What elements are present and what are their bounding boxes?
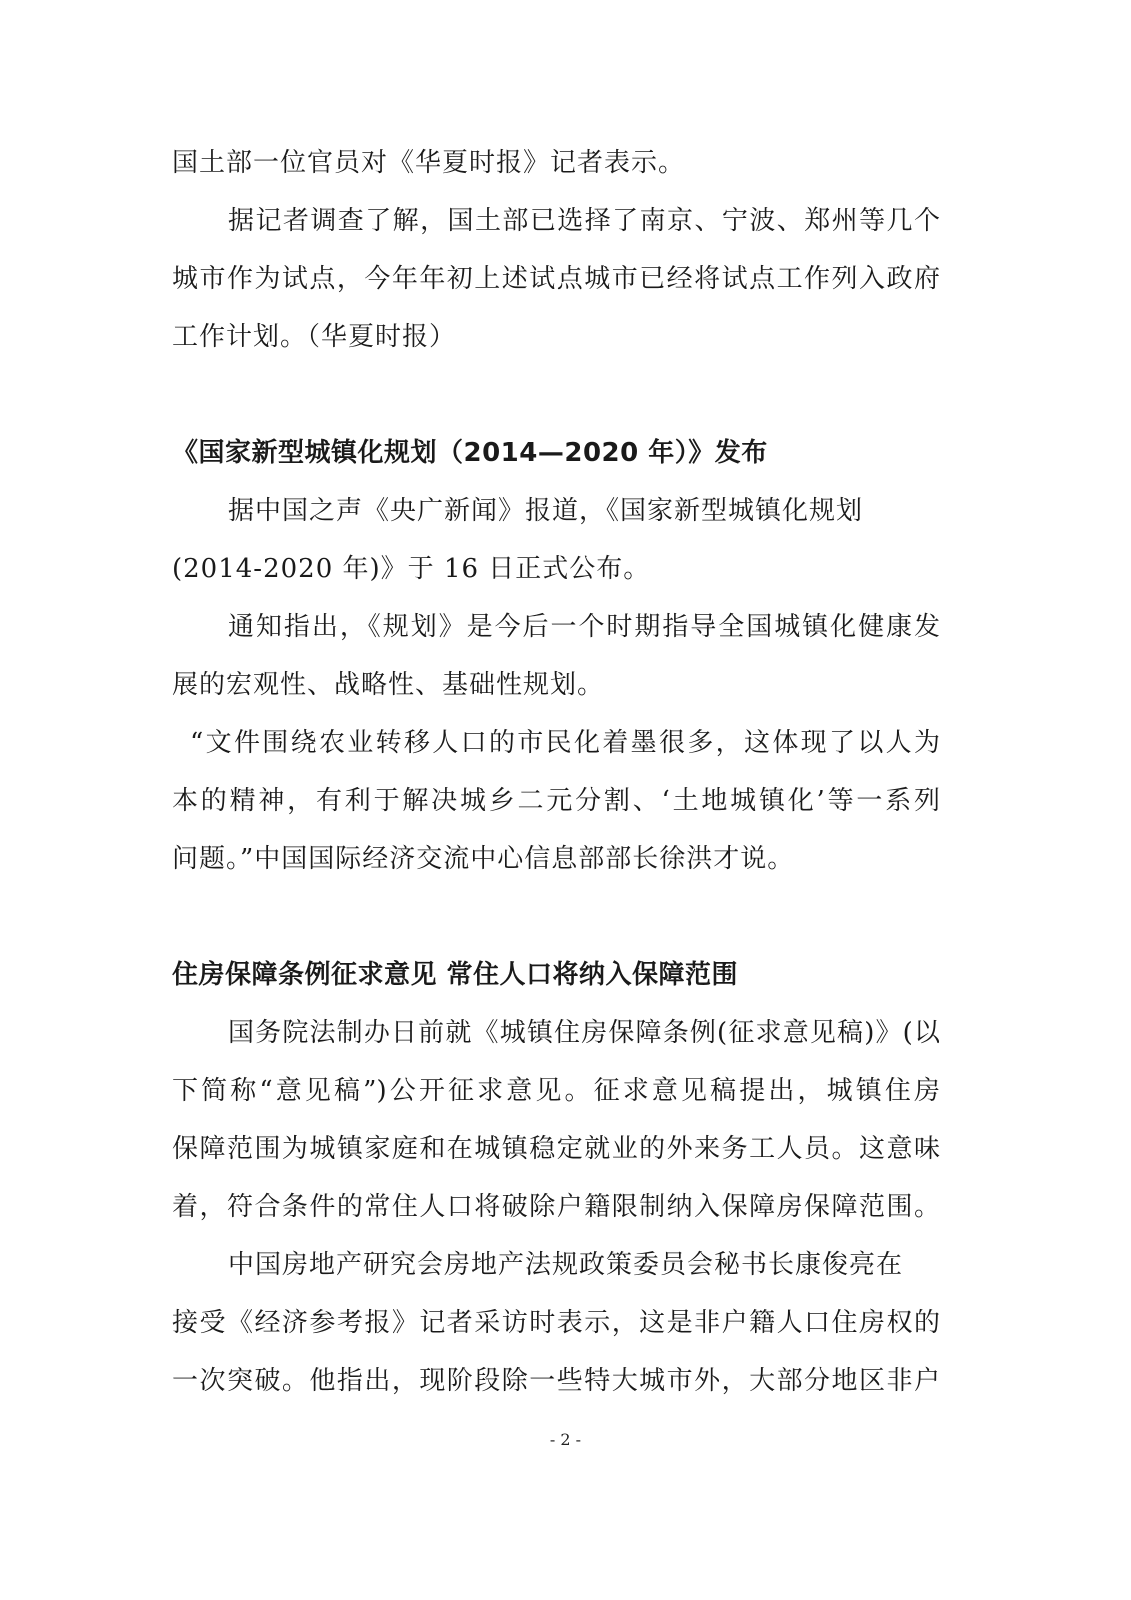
paragraph-line: (2014-2020 年)》于 16 日正式公布。 bbox=[172, 554, 651, 584]
paragraph-line: 展的宏观性、战略性、基础性规划。 bbox=[172, 670, 605, 700]
section-heading: 《国家新型城镇化规划（2014—2020 年）》发布 bbox=[172, 438, 768, 468]
paragraph-line: “文件围绕农业转移人口的市民化着墨很多，这体现了以人为 bbox=[190, 728, 940, 758]
blank-line bbox=[172, 888, 940, 946]
page-number: - 2 - bbox=[549, 1430, 582, 1449]
paragraph-line: 国务院法制办日前就《城镇住房保障条例(征求意见稿)》(以 bbox=[228, 1018, 940, 1048]
paragraph-line: 本的精神，有利于解决城乡二元分割、‘土地城镇化’等一系列 bbox=[172, 786, 940, 816]
text-column bbox=[172, 134, 940, 1410]
paragraph-line: 接受《经济参考报》记者采访时表示，这是非户籍人口住房权的 bbox=[172, 1308, 940, 1338]
section-heading: 住房保障条例征求意见 常住人口将纳入保障范围 bbox=[172, 960, 739, 990]
paragraph-line: 据中国之声《央广新闻》报道，《国家新型城镇化规划 bbox=[228, 496, 864, 526]
paragraph-line: 城市作为试点，今年年初上述试点城市已经将试点工作列入政府 bbox=[172, 264, 940, 294]
paragraph-line: 通知指出，《规划》是今后一个时期指导全国城镇化健康发 bbox=[228, 612, 940, 642]
paragraph-line: 问题。”中国国际经济交流中心信息部部长徐洪才说。 bbox=[172, 844, 795, 874]
paragraph-line: 中国房地产研究会房地产法规政策委员会秘书长康俊亮在 bbox=[228, 1250, 904, 1280]
paragraph-line: 国土部一位官员对《华夏时报》记者表示。 bbox=[172, 148, 686, 178]
paragraph-line: 工作计划。（华夏时报） bbox=[172, 322, 457, 352]
paragraph-line: 据记者调查了解，国土部已选择了南京、宁波、郑州等几个 bbox=[228, 206, 940, 236]
paragraph-line: 一次突破。他指出，现阶段除一些特大城市外，大部分地区非户 bbox=[172, 1366, 940, 1396]
paragraph-line: 保障范围为城镇家庭和在城镇稳定就业的外来务工人员。这意味 bbox=[172, 1134, 940, 1164]
blank-line bbox=[172, 366, 940, 424]
paragraph-line: 着，符合条件的常住人口将破除户籍限制纳入保障房保障范围。 bbox=[172, 1192, 940, 1222]
paragraph-line: 下简称“意见稿”)公开征求意见。征求意见稿提出，城镇住房 bbox=[172, 1076, 940, 1106]
